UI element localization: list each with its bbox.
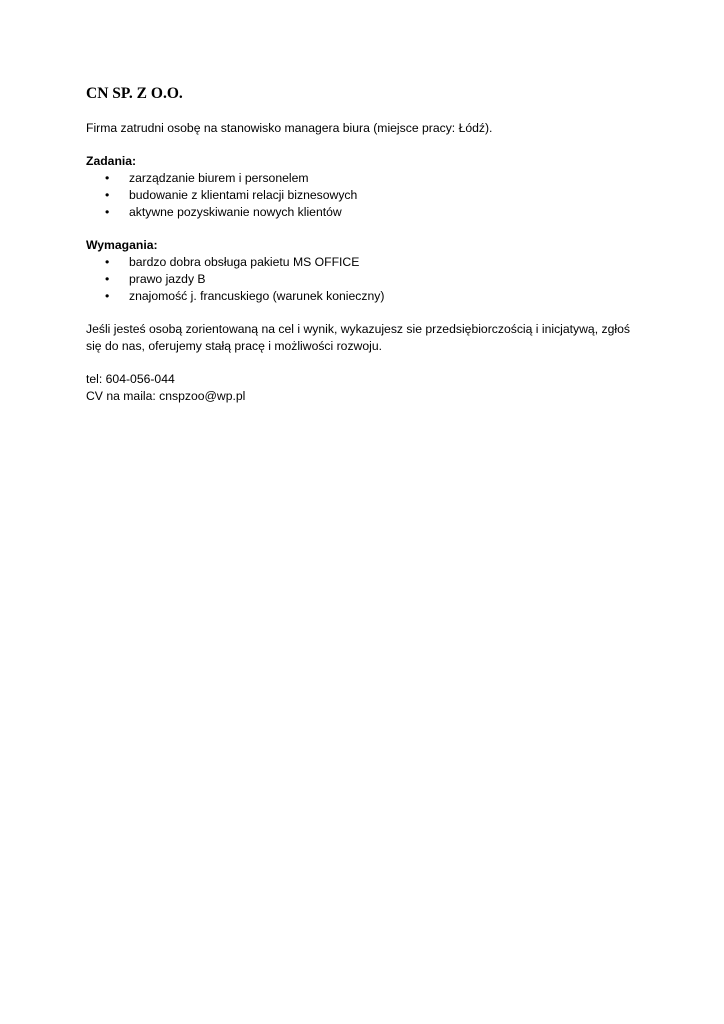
contact-email: CV na maila: cnspzoo@wp.pl [86, 389, 246, 403]
list-item-text: znajomość j. francuskiego (warunek konieczny) [129, 289, 385, 303]
bullet-icon: • [105, 255, 110, 269]
bullet-icon: • [105, 188, 110, 202]
tasks-list [86, 170, 646, 221]
bullet-icon: • [105, 171, 110, 185]
list-item-text: zarządzanie biurem i personelem [129, 171, 309, 185]
contact-phone: tel: 604-056-044 [86, 372, 175, 386]
list-item [86, 204, 646, 221]
requirements-heading: Wymagania: [86, 238, 158, 252]
document-page [86, 84, 646, 405]
list-item-text: bardzo dobra obsługa pakietu MS OFFICE [129, 255, 360, 269]
bullet-icon: • [105, 272, 110, 286]
list-item-text: prawo jazdy B [129, 272, 206, 286]
list-item [86, 170, 646, 187]
bullet-icon: • [105, 205, 110, 219]
intro-paragraph: Firma zatrudni osobę na stanowisko managera biura (miejsce pracy: Łódź). [86, 121, 493, 135]
requirements-list [86, 254, 646, 305]
tasks-heading: Zadania: [86, 154, 137, 168]
list-item-text: aktywne pozyskiwanie nowych klientów [129, 205, 342, 219]
list-item [86, 271, 646, 288]
closing-paragraph: Jeśli jesteś osobą zorientowaną na cel i wynik, wykazujesz sie przedsiębiorczością i inicjatywą, zgłoś się do nas, oferujemy stałą pracę i możliwości rozwoju. [86, 322, 630, 353]
list-item [86, 187, 646, 204]
list-item [86, 254, 646, 271]
bullet-icon: • [105, 289, 110, 303]
company-title: CN SP. Z O.O. [86, 85, 183, 102]
list-item [86, 288, 646, 305]
list-item-text: budowanie z klientami relacji biznesowych [129, 188, 358, 202]
